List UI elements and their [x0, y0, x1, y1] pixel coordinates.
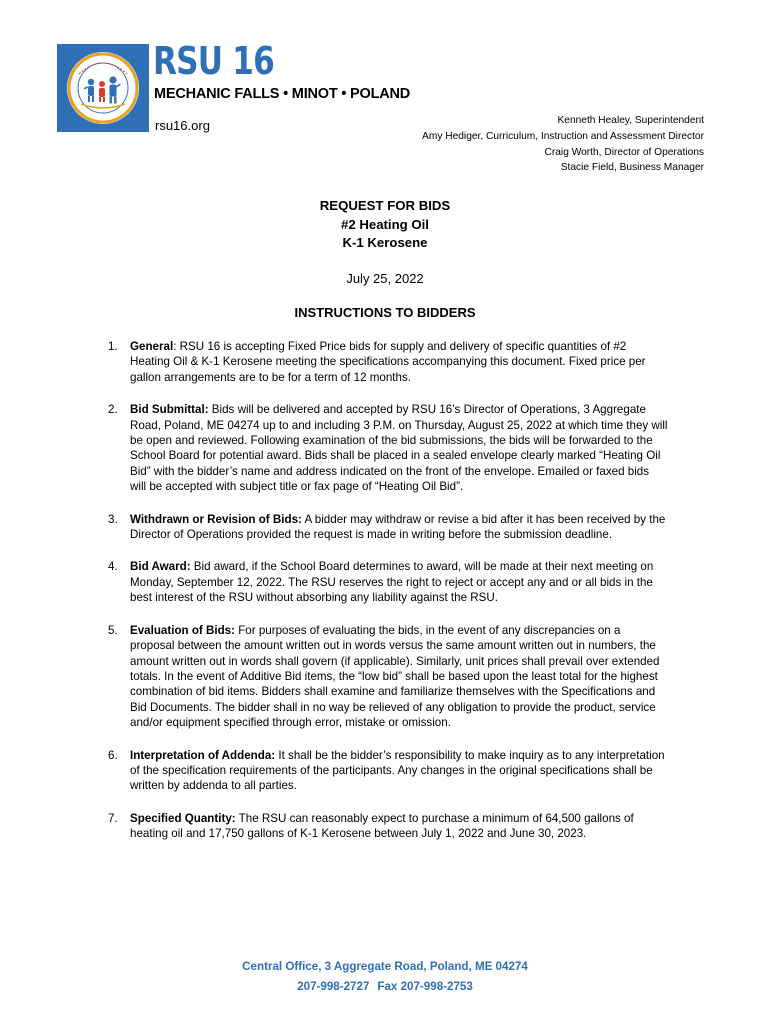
document-title	[0, 197, 770, 253]
list-item	[108, 748, 668, 794]
staff-operations-director: Craig Worth, Director of Operations	[544, 146, 704, 158]
staff-list	[422, 113, 704, 176]
brand-name: RSU 16	[153, 39, 275, 83]
item-heading: Specified Quantity:	[130, 811, 236, 825]
district-towns: MECHANIC FALLS • MINOT • POLAND	[154, 86, 411, 102]
staff-business-manager: Stacie Field, Business Manager	[560, 162, 704, 174]
rsu16-logo	[57, 44, 149, 132]
staff-superintendent: Kenneth Healey, Superintendent	[557, 115, 704, 126]
item-text: RSU 16 is accepting Fixed Price bids for supply and delivery of specific quantities of #2 Heating Oil & K-1 Kerosene meeting the specifications accompanying this document. Fixed price per gallon arrangements are to be for a term of 12 months.	[130, 340, 646, 384]
item-number: 7.	[108, 811, 118, 825]
item-number: 6.	[108, 748, 118, 762]
item-text: A bidder may withdraw or revise a bid after it has been received by the Director of Operations provided the request is made in writing before the submission deadline.	[130, 512, 666, 542]
instructions-list	[108, 339, 668, 859]
item-text: Bids will be delivered and accepted by RSU 16’s Director of Operations, 3 Aggregate Road, Poland, ME 04274 up to and including 3 P.M. on Thursday, August 25, 2022 at which time they will be open and reviewed. Following examination of the bid submissions, the bids will be forwarded to the School Board for potential award. Bids shall be placed in a sealed envelope clearly marked “Heating Oil Bid” with the bidder’s name and address indicated on the front of the envelope. Emailed or faxed bids will be accepted with subject title or fax page of “Heating Oil Bid”.	[130, 403, 668, 494]
footer	[0, 957, 770, 997]
item-text: Bid award, if the School Board determines to award, will be made at their next meeting on Monday, September 12, 2022. The RSU reserves the right to reject or accept any and or all bids in the best interest of the RSU without absorbing any liability against the RSU.	[130, 560, 654, 605]
item-text: For purposes of evaluating the bids, in the event of any discrepancies on a proposal between the amount written out in words versus the same amount written out in numbers, the amount written out in words shall govern (if applicable). Similarly, unit prices shall prevail over extended totals. In the event of Additive Bid items, the “low bid” shall be based upon the least total for the highest combination of bid items. Bidders shall examine and familiarize themselves with the Specifications and Bid Documents. The bidder shall in no way be relieved of any obligation to provide the product, service and/or equipment specified through error, mistake or omission.	[130, 623, 660, 730]
item-heading: Withdrawn or Revision of Bids:	[130, 512, 302, 526]
item-heading: Bid Submittal:	[130, 403, 209, 417]
list-item	[108, 811, 668, 842]
item-number: 3.	[108, 512, 118, 526]
item-text: The RSU can reasonably expect to purchase a minimum of 64,500 gallons of heating oil and 17,750 gallons of K-1 Kerosene between July 1, 2022 and June 30, 2023.	[130, 811, 634, 841]
list-item	[108, 402, 668, 494]
title-line: K-1 Kerosene	[342, 235, 428, 250]
title-line: #2 Heating Oil	[341, 216, 429, 232]
document-date: July 25, 2022	[346, 271, 424, 286]
list-item	[108, 559, 668, 605]
section-heading: INSTRUCTIONS TO BIDDERS	[294, 305, 476, 320]
item-number: 4.	[108, 560, 118, 574]
item-heading: Bid Award:	[130, 560, 191, 574]
footer-fax: Fax 207-998-2753	[377, 980, 473, 993]
footer-phone: 207-998-2727	[297, 980, 370, 993]
title-line: REQUEST FOR BIDS	[319, 198, 451, 213]
footer-contact	[0, 977, 770, 997]
item-heading: General	[130, 340, 174, 353]
item-number: 1.	[108, 340, 118, 353]
item-number: 2.	[108, 403, 118, 417]
item-separator: :	[173, 340, 177, 353]
list-item	[108, 512, 668, 543]
staff-curriculum-director: Amy Hediger, Curriculum, Instruction and Assessment Director	[422, 130, 704, 142]
list-item	[108, 339, 668, 385]
item-heading: Interpretation of Addenda:	[130, 748, 276, 762]
rsu16-school-seal-icon	[57, 44, 149, 132]
item-number: 5.	[108, 623, 118, 637]
website-link[interactable]: rsu16.org	[155, 118, 210, 133]
item-heading: Evaluation of Bids:	[130, 623, 235, 637]
item-text: It shall be the bidder’s responsibility to make inquiry as to any interpretation of the specification requirements of the participants. Any changes in the original specifications shall be written by addenda to all parties.	[130, 748, 665, 793]
list-item	[108, 623, 668, 731]
footer-address: Central Office, 3 Aggregate Road, Poland, ME 04274	[242, 960, 528, 973]
